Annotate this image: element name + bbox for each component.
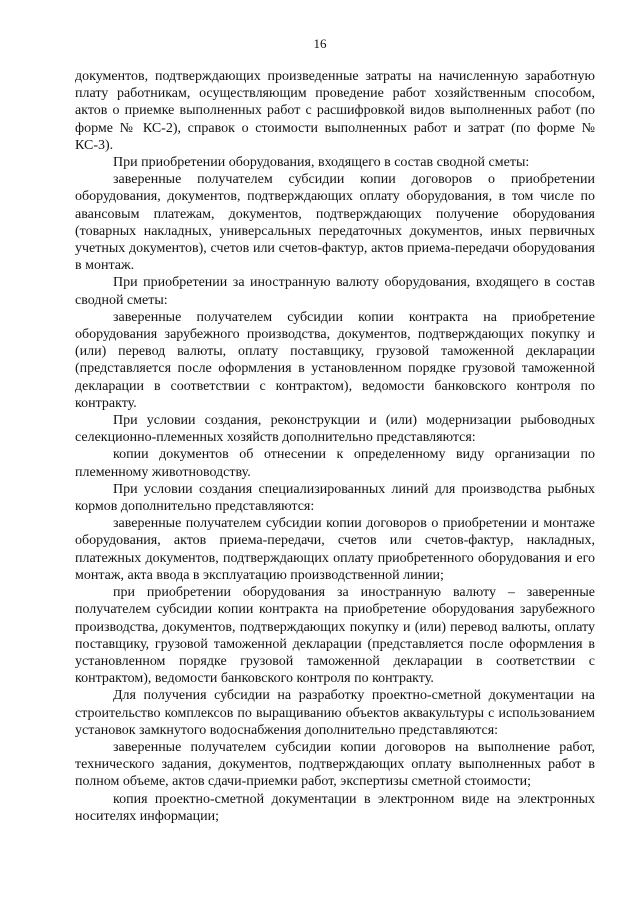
paragraph-feed-lines-foreign-currency: при приобретении оборудования за иностранную валюту – заверенные получателем субсидии копии контракта на приобретение оборудования зарубежного производства, документов, подтверждающих покупку и (или) перевод валюты, оплату поставщику, грузовой таможенной декларации (представляется после оформления в установленном порядке грузовой таможенной декларации в соответствии с контрактом), ведомости банковского контроля по контракту.: [75, 585, 595, 687]
paragraph-equipment-purchase: При приобретении оборудования, входящего в состав сводной сметы:: [113, 155, 530, 171]
paragraph-feed-lines: При условии создания специализированных линий для производства рыбных кормов дополнительно представляются:: [75, 481, 595, 515]
paragraph-breeding-farms: При условии создания, реконструкции и (или) модернизации рыбоводных селекционно-племенных хозяйств дополнительно представляются:: [75, 413, 595, 446]
paragraph-foreign-contract-documents: заверенные получателем субсидии копии контракта на приобретение оборудования зарубежного производства, документов, подтверждающих покупку и (или) перевод валюты, оплату поставщику, грузовой таможенной декларации (представляется после оформления в установленном порядке грузовой таможенной декларации в соответствии с контрактом), ведомости банковского контроля по контракту.: [75, 309, 595, 411]
paragraph-equipment-documents: заверенные получателем субсидии копии договоров о приобретении оборудования, документов, подтверждающих оплату оборудования, в том числе по авансовым платежам, документов, подтверждающих получение оборудования (товарных накладных, универсальных передаточных документов, иных первичных учетных документов), счетов или счетов-фактур, актов приема-передачи оборудования в монтаж.: [75, 172, 595, 274]
page-number: 16: [313, 36, 327, 51]
paragraph-design-electronic-copy: копия проектно-сметной документации в электронном виде на электронных носителях информации;: [75, 791, 595, 824]
paragraph-continuation: документов, подтверждающих произведенные затраты на начисленную заработную плату работникам, осуществляющим проведение работ хозяйственным способом, актов о приемке выполненных работ с расшифровкой видов выполненных работ (по форме № КС-2), справок о стоимости выполненных работ и затрат (по форме № КС-3).: [75, 69, 595, 153]
paragraph-feed-lines-documents: заверенные получателем субсидии копии договоров о приобретении и монтаже оборудования, актов приема-передачи, счетов или счетов-фактур, накладных, платежных документов, подтверждающих оплату приобретенного оборудования и его монтаж, акта ввода в эксплуатацию производственной линии;: [75, 516, 595, 583]
document-body: [75, 68, 595, 825]
paragraph-design-contracts: заверенные получателем субсидии копии договоров на выполнение работ, технического задания, документов, подтверждающих оплату выполненных работ в полном объеме, актов сдачи-приемки работ, экспертизы сметной стоимости;: [75, 739, 595, 790]
paragraph-design-documentation: Для получения субсидии на разработку проектно-сметной документации на строительство комплексов по выращиванию объектов аквакультуры с использованием установок замкнутого водоснабжения дополнительно представляются:: [75, 688, 595, 738]
paragraph-breeding-documents: копии документов об отнесении к определенному виду организации по племенному животноводству.: [75, 447, 595, 480]
paragraph-foreign-currency-purchase: При приобретении за иностранную валюту оборудования, входящего в состав сводной сметы:: [75, 275, 595, 308]
